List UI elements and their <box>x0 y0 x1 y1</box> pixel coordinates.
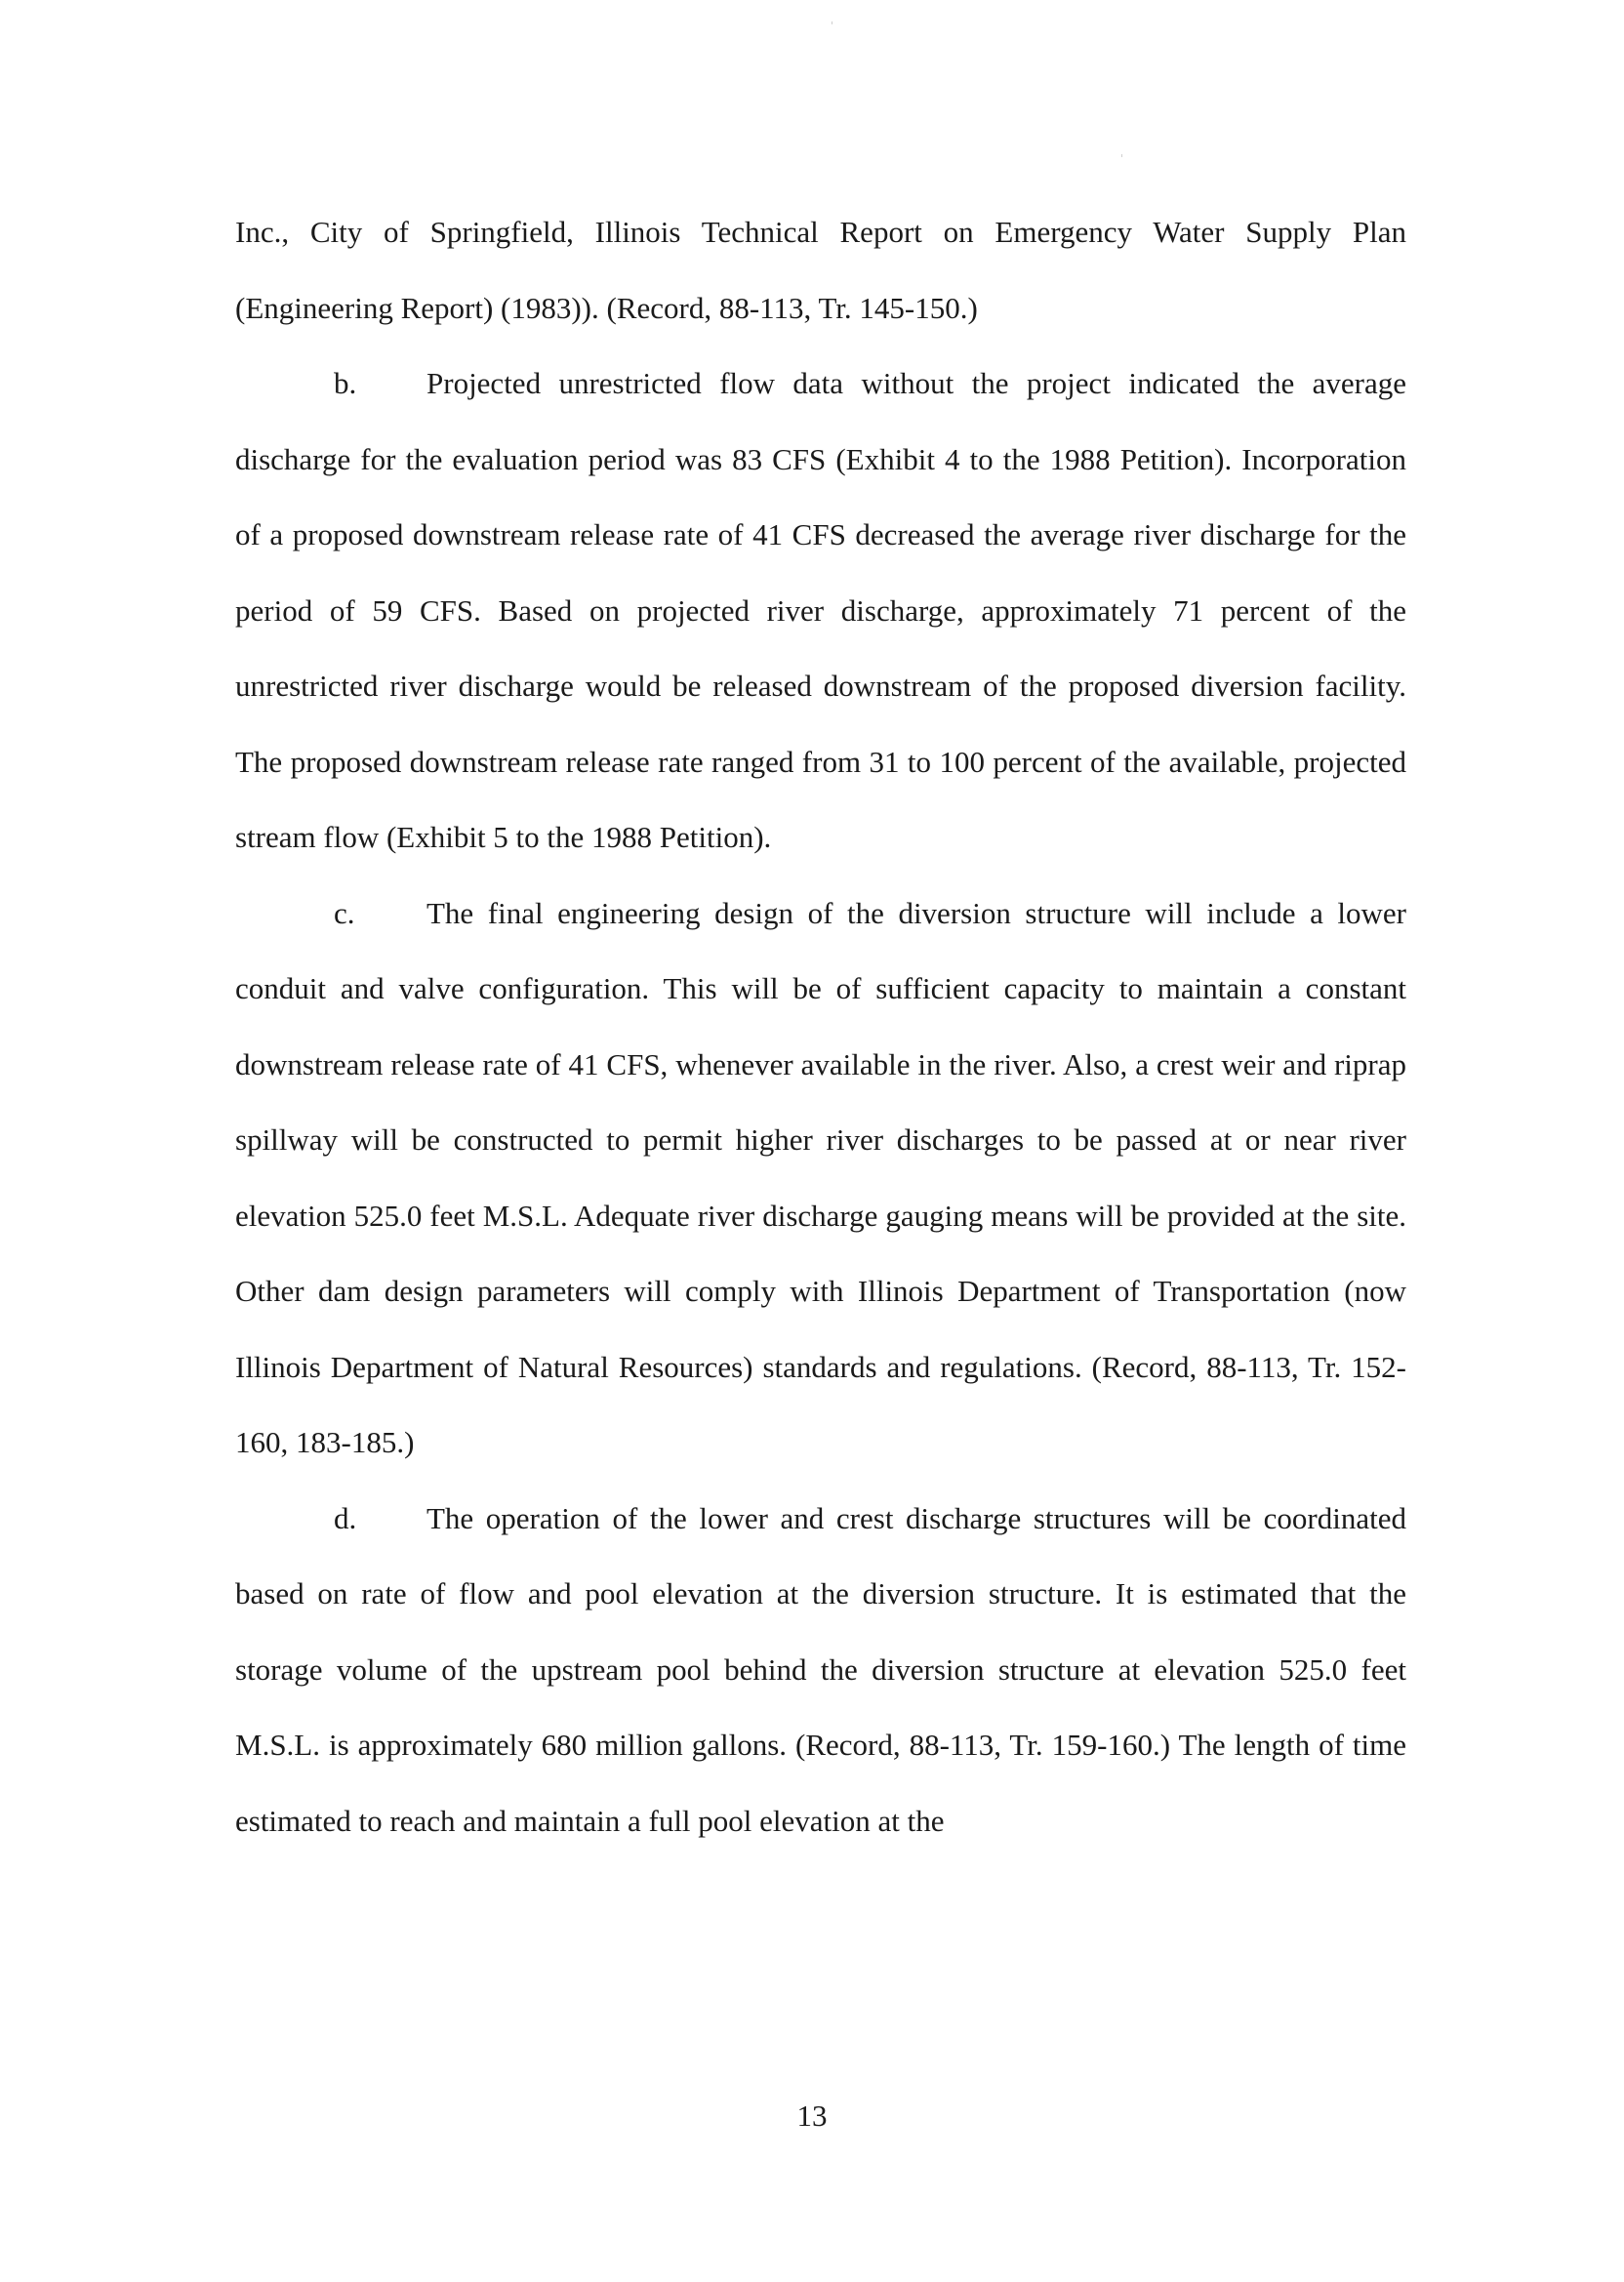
paragraph-continuation <box>235 194 1406 346</box>
paragraph-marker: c. <box>334 895 355 930</box>
paragraph-marker: d. <box>334 1500 357 1535</box>
paragraph-text: The final engineering design of the diversion structure will include a lower conduit and valve configuration. This will be of sufficient capacity to maintain a constant downstream release rate of 41 CFS, whenever available in the river. Also, a crest weir and riprap spillway will be constructed to permit higher river discharges to be passed at or near river elevation 525.0 feet M.S.L. Adequate river discharge gauging means will be provided at the site. Other dam design parameters will comply with Illinois Department of Transportation (now Illinois Department of Natural Resources) standards and regulations. (Record, 88-113, Tr. 152-160, 183-185.) <box>235 895 1406 1459</box>
paragraph-b <box>235 346 1406 876</box>
scan-speck <box>1121 154 1122 157</box>
paragraph-c <box>235 876 1406 1481</box>
body-text <box>235 194 1406 1858</box>
page-number: 13 <box>796 2099 828 2133</box>
paragraph-marker: b. <box>334 366 357 400</box>
paragraph-text: Inc., City of Springfield, Illinois Technical Report on Emergency Water Supply Plan (Engineering Report) (1983)). (Record, 88-113, Tr. 145-150.) <box>235 215 1406 325</box>
paragraph-text: The operation of the lower and crest discharge structures will be coordinated based on rate of flow and pool elevation at the diversion structure. It is estimated that the storage volume of the upstream pool behind the diversion structure at elevation 525.0 feet M.S.L. is approximately 680 million gallons. (Record, 88-113, Tr. 159-160.) The length of time estimated to reach and maintain a full pool elevation at the <box>235 1500 1406 1838</box>
paragraph-text: Projected unrestricted flow data without the project indicated the average discharge for the evaluation period was 83 CFS (Exhibit 4 to the 1988 Petition). Incorporation of a proposed downstream release rate of 41 CFS decreased the average river discharge for the period of 59 CFS. Based on projected river discharge, approximately 71 percent of the unrestricted river discharge would be released downstream of the proposed diversion facility. The proposed downstream release rate ranged from 31 to 100 percent of the available, projected stream flow (Exhibit 5 to the 1988 Petition). <box>235 366 1406 854</box>
paragraph-d <box>235 1481 1406 1859</box>
